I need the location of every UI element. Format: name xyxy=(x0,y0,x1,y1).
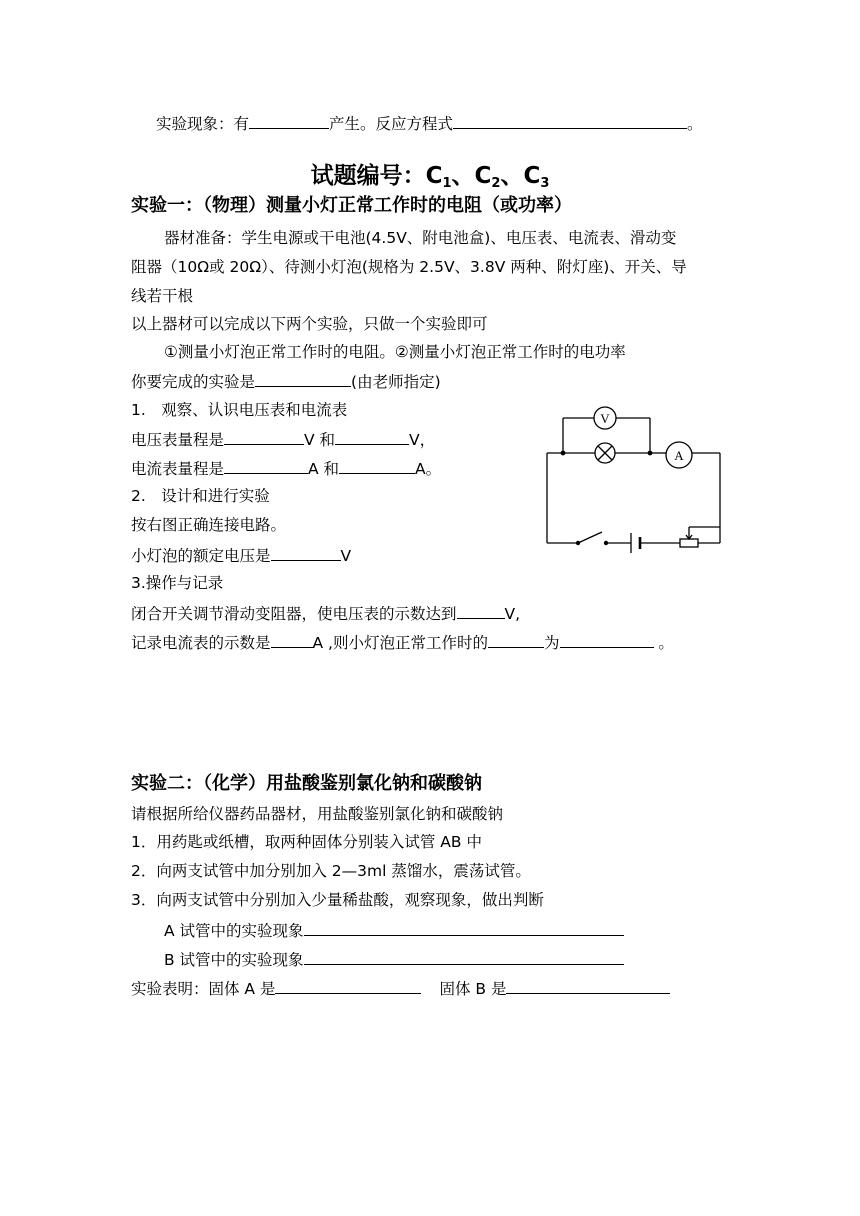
amp-range-2-blank[interactable] xyxy=(339,457,415,474)
tube-a-line: A 试管中的实验现象 xyxy=(164,919,624,941)
quantity-value-blank[interactable] xyxy=(560,631,654,648)
step2-line: 2. 设计和进行实验 xyxy=(131,487,270,505)
equip-line-2: 阻器（10Ω或 20Ω）、待测小灯泡(规格为 2.5V、3.8V 两种、附灯座)、开关、导 xyxy=(131,258,687,276)
exp2-step2: 2．向两支试管中加分别加入 2—3ml 蒸馏水，震荡试管。 xyxy=(131,862,531,880)
exp2-heading: 实验二：（化学）用盐酸鉴别氯化钠和碳酸钠 xyxy=(131,773,482,794)
exp1-heading: 实验一：（物理）测量小灯正常工作时的电阻（或功率） xyxy=(131,195,572,216)
connect-line: 按右图正确连接电路。 xyxy=(131,516,287,534)
phenomenon-blank[interactable] xyxy=(249,112,329,129)
step3-line: 3.操作与记录 xyxy=(131,574,224,592)
volt-range-2-blank[interactable] xyxy=(335,428,409,445)
ammeter-range-line: 电流表量程是 A 和 A。 xyxy=(131,457,441,479)
voltmeter-range-line: 电压表量程是 V 和 V， xyxy=(131,428,435,450)
equation-blank[interactable] xyxy=(453,112,687,129)
operate-line: 闭合开关调节滑动变阻器，使电压表的示数达到 V, xyxy=(131,602,520,624)
conclusion-line: 实验表明：固体 A 是 固体 B 是 xyxy=(131,977,670,999)
quantity-name-blank[interactable] xyxy=(488,631,544,648)
note-line: 以上器材可以完成以下两个实验，只做一个实验即可 xyxy=(131,315,488,333)
solid-b-blank[interactable] xyxy=(506,977,670,994)
equip-line-1: 器材准备：学生电源或干电池(4.5V、附电池盒)、电压表、电流表、滑动变 xyxy=(164,229,677,247)
reaction-line: 实验现象：有 产生。反应方程式 。 xyxy=(156,112,703,134)
amp-range-1-blank[interactable] xyxy=(224,457,308,474)
record-line: 记录电流表的示数是 A ,则小灯泡正常工作时的 为 。 xyxy=(131,631,674,653)
choose-line: 你要完成的实验是 (由老师指定) xyxy=(131,370,441,392)
circuit-diagram xyxy=(540,400,730,560)
step1-line: 1. 观察、认识电压表和电流表 xyxy=(131,401,348,419)
tube-b-line: B 试管中的实验现象 xyxy=(164,948,624,970)
tube-b-blank[interactable] xyxy=(304,948,624,965)
exp2-step3: 3．向两支试管中分别加入少量稀盐酸，观察现象，做出判断 xyxy=(131,891,544,909)
rated-voltage-line: 小灯泡的额定电压是 V xyxy=(131,544,351,566)
tube-a-blank[interactable] xyxy=(304,919,624,936)
solid-a-blank[interactable] xyxy=(275,977,421,994)
ammeter-label: A xyxy=(674,448,684,463)
exp2-step1: 1．用药匙或纸槽，取两种固体分别装入试管 AB 中 xyxy=(131,833,482,851)
page-title: 试题编号：$C_1$、$C_2$、$C_3$ xyxy=(310,163,550,191)
options-line: ①测量小灯泡正常工作时的电阻。②测量小灯泡正常工作时的电功率 xyxy=(164,343,626,361)
experiment-choice-blank[interactable] xyxy=(255,370,351,387)
target-voltage-blank[interactable] xyxy=(457,602,505,619)
exp2-intro: 请根据所给仪器药品器材，用盐酸鉴别氯化钠和碳酸钠 xyxy=(131,805,504,823)
current-reading-blank[interactable] xyxy=(271,631,313,648)
volt-range-1-blank[interactable] xyxy=(224,428,304,445)
rated-voltage-blank[interactable] xyxy=(271,544,341,561)
equip-line-3: 线若干根 xyxy=(131,287,194,305)
voltmeter-label: V xyxy=(600,411,610,426)
